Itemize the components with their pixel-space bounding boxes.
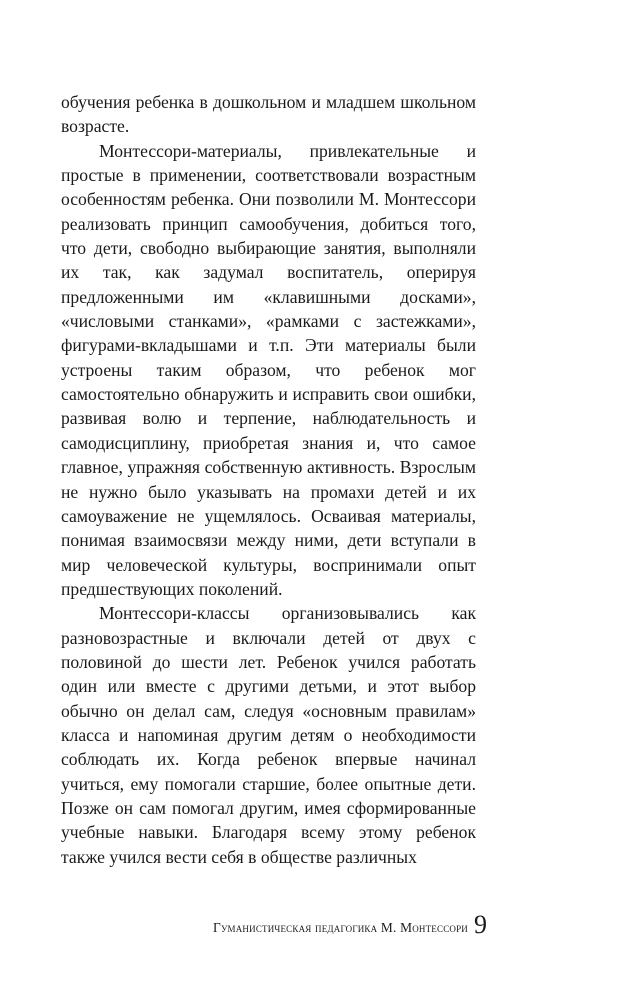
page-body (61, 90, 476, 869)
running-title: Гуманистическая педагогика М. Монтессори (213, 920, 468, 935)
paragraph-3: Монтессори-классы организовывались как разновозрастные и включали детей от двух с половиной до шести лет. Ребенок учился работать один или вместе с другими детьми, и этот выбор обычно он делал сам, следуя «основным правилам» класса и напоминая другим детям о необходимости соблюдать их. Когда ребенок впервые начинал учиться, ему помогали старшие, более опытные дети. Позже он сам помогал другим, имея сформированные учебные навыки. Благодаря всему этому ребенок также учился вести себя в обществе различных (61, 603, 476, 867)
page-number: 9 (474, 910, 487, 939)
page-footer (0, 908, 633, 948)
paragraph-2: Монтессори-материалы, привлекательные и простые в применении, соответствовали возрастным особенностям ребенка. Они позволили М. Монтессори реализовать принцип самообучения, добиться того, что дети, свободно выбирающие занятия, выполняли их так, как задумал воспитатель, оперируя предложенными им «клавишными досками», «числовыми станками», «рамками с застежками», фигурами-вкладышами и т.п. Эти материалы были устроены таким образом, что ребенок мог самостоятельно обнаружить и исправить свои ошибки, развивая волю и терпение, наблюдательность и самодисциплину, приобретая знания и, что самое главное, упражняя собственную активность. Взрослым не нужно было указывать на промахи детей и их самоуважение не ущемлялось. Осваивая материалы, понимая взаимосвязи между ними, дети вступали в мир человеческой культуры, воспринимали опыт предшествующих поколений. (61, 140, 476, 599)
text-block (61, 90, 476, 869)
paragraph-1: обучения ребенка в дошкольном и младшем школьном возрасте. (61, 92, 476, 137)
